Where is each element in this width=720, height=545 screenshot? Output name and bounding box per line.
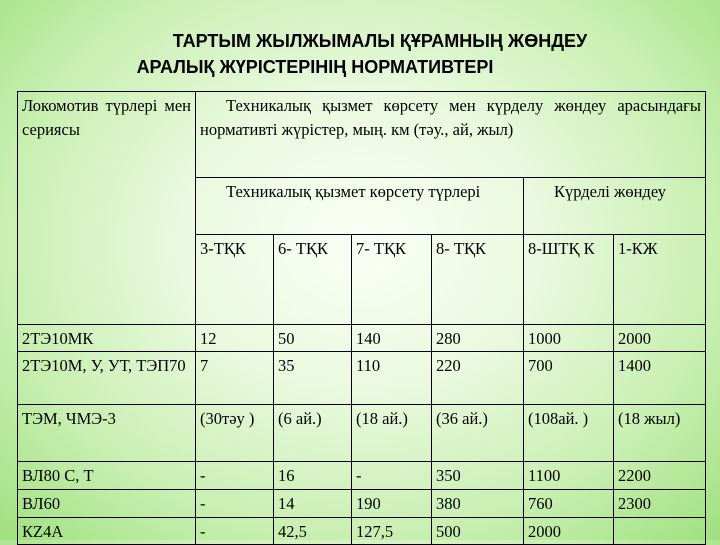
table-cell: 1100	[524, 462, 614, 490]
table-row	[18, 490, 706, 518]
table-cell: 220	[432, 352, 524, 405]
table-row	[18, 325, 706, 352]
header-maintenance-types: Техникалық қызмет көрсету түрлері	[196, 178, 524, 235]
row-name: ТЭМ, ЧМЭ-3	[18, 405, 196, 462]
table-cell: 16	[274, 462, 352, 490]
table-cell: 700	[524, 352, 614, 405]
table-cell: 380	[432, 490, 524, 518]
table-cell: 190	[352, 490, 432, 518]
table-row	[18, 518, 706, 545]
column-header: 3-ТҚК	[196, 235, 274, 325]
table-cell: 42,5	[274, 518, 352, 545]
table-cell: 760	[524, 490, 614, 518]
table-cell: 35	[274, 352, 352, 405]
column-header: 8- ТҚК	[432, 235, 524, 325]
table-cell: 140	[352, 325, 432, 352]
table-cell: 2000	[524, 518, 614, 545]
table-cell: 14	[274, 490, 352, 518]
table-cell: 7	[196, 352, 274, 405]
title-line-2: АРАЛЫҚ ЖҮРІСТЕРІНІҢ НОРМАТИВТЕРІ	[136, 57, 494, 77]
table-cell: -	[352, 462, 432, 490]
table-cell: 127,5	[352, 518, 432, 545]
table-cell: 350	[432, 462, 524, 490]
table-cell: (30тәу )	[196, 405, 274, 462]
table-cell: 1400	[614, 352, 706, 405]
row-name: 2ТЭ10МК	[18, 325, 196, 352]
table-cell: 1000	[524, 325, 614, 352]
table-cell: (6 ай.)	[274, 405, 352, 462]
table-row	[18, 462, 706, 490]
row-name: КZ4А	[18, 518, 196, 545]
table-cell: 2300	[614, 490, 706, 518]
table-cell: (36 ай.)	[432, 405, 524, 462]
row-name: ВЛ60	[18, 490, 196, 518]
mileage-norms-table	[17, 91, 706, 545]
table-cell: 280	[432, 325, 524, 352]
table-cell: 50	[274, 325, 352, 352]
table-row	[18, 352, 706, 405]
table-cell: -	[196, 518, 274, 545]
column-header: 8-ШТҚ К	[524, 235, 614, 325]
table-cell: (18 ай.)	[352, 405, 432, 462]
header-locomotive-types: Локомотив түрлері мен сериясы	[18, 92, 196, 325]
column-header: 7- ТҚК	[352, 235, 432, 325]
table-cell: (18 жыл)	[614, 405, 706, 462]
table-cell: 500	[432, 518, 524, 545]
table-cell: 2200	[614, 462, 706, 490]
title-line-1: ТАРТЫМ ЖЫЛЖЫМАЛЫ ҚҰРАМНЫҢ ЖӨНДЕУ	[172, 31, 588, 51]
row-name: ВЛ80 С, Т	[18, 462, 196, 490]
column-header: 1-КЖ	[614, 235, 706, 325]
column-header: 6- ТҚК	[274, 235, 352, 325]
header-capital-repair: Күрделі жөндеу	[524, 178, 706, 235]
table-cell: -	[196, 490, 274, 518]
table-row	[18, 405, 706, 462]
table-cell: 110	[352, 352, 432, 405]
table-cell: 2000	[614, 325, 706, 352]
slide-title	[0, 28, 720, 80]
table-cell: (108ай. )	[524, 405, 614, 462]
table-cell: -	[196, 462, 274, 490]
table-cell	[614, 518, 706, 545]
header-norm-mileage: Техникалық қызмет көрсету мен күрделу жөндеу арасындағы нормативті жүрістер, мың. км (тәу., ай, жыл)	[196, 92, 706, 178]
row-name: 2ТЭ10М, У, УТ, ТЭП70	[18, 352, 196, 405]
table-cell: 12	[196, 325, 274, 352]
